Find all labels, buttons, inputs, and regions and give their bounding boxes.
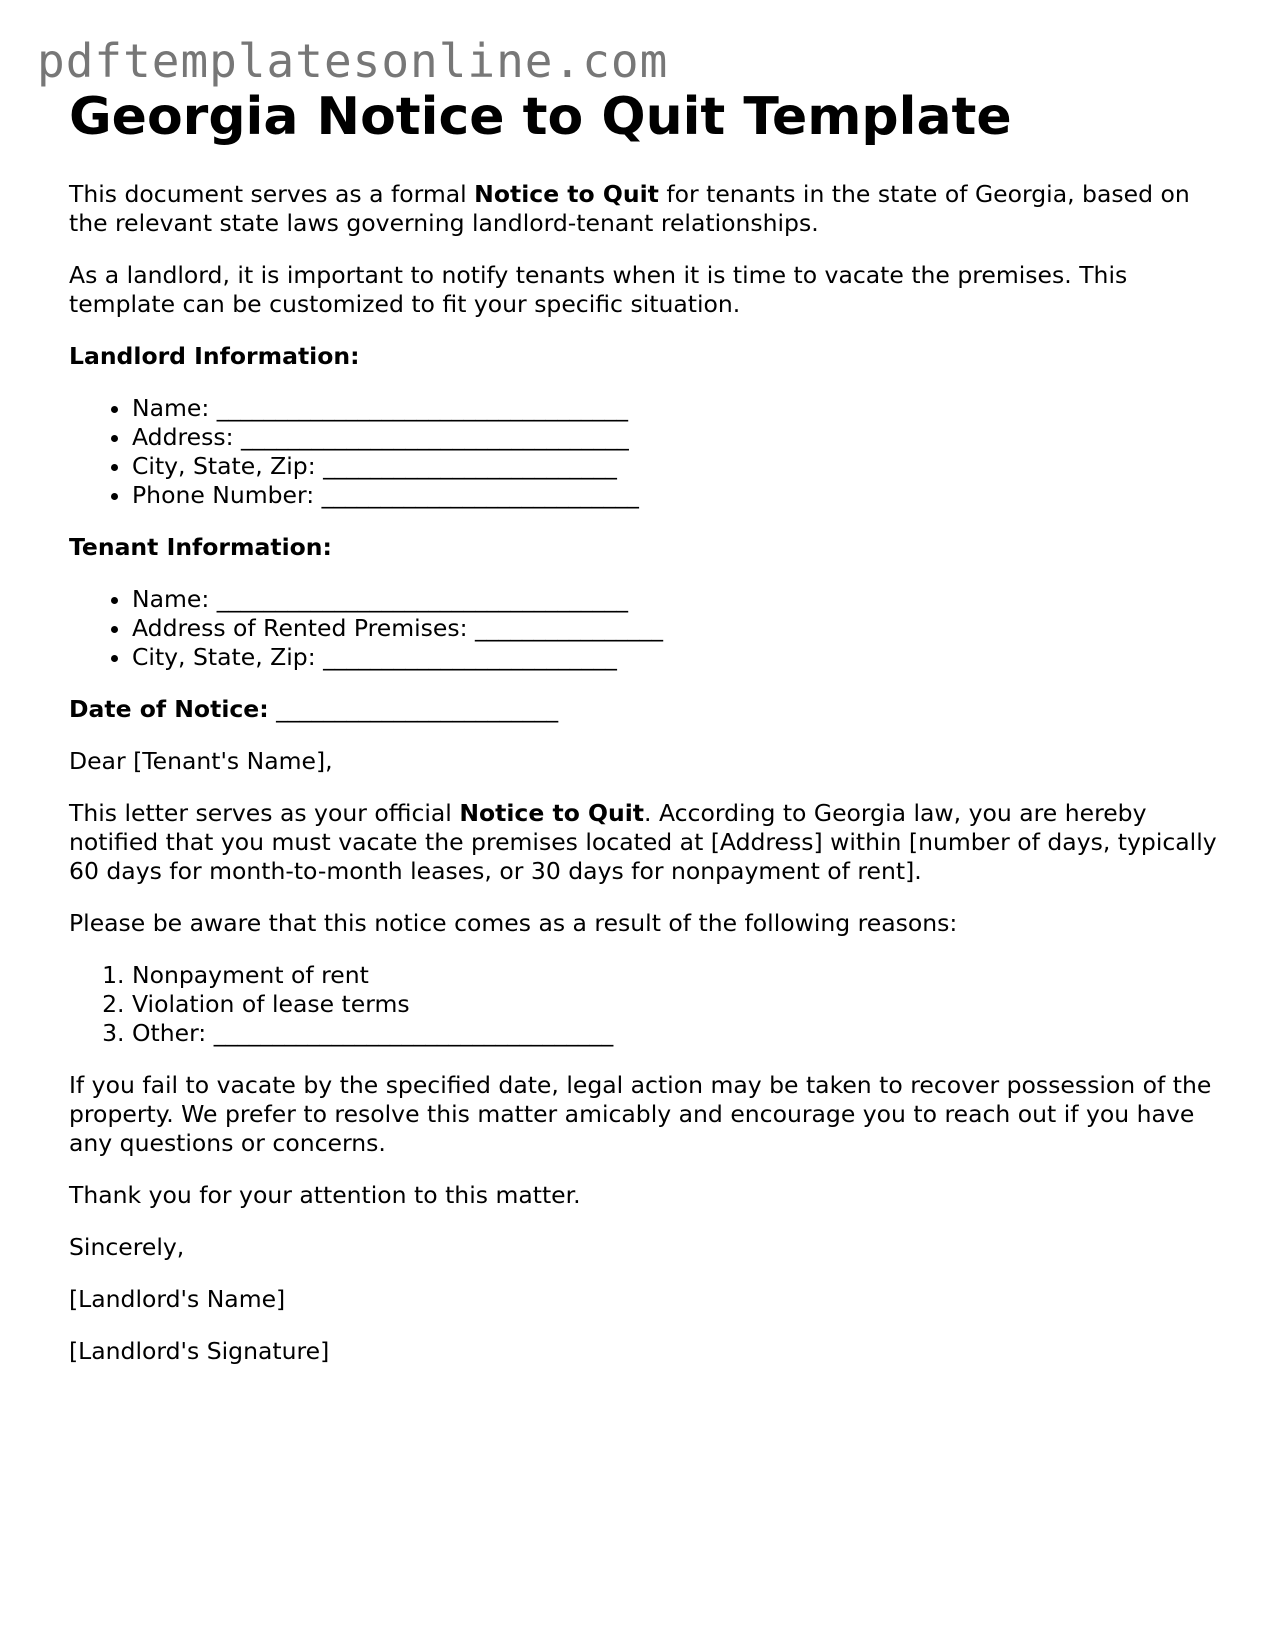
watermark: pdftemplatesonline.com	[37, 34, 669, 88]
body-text-before: This letter serves as your official	[69, 799, 460, 827]
landlord-phone-field: • Phone Number: ___________________________	[132, 481, 1219, 510]
date-of-notice	[69, 695, 1219, 724]
intro-paragraph-1	[69, 180, 1219, 238]
closing-landlord-signature: [Landlord's Signature]	[69, 1337, 330, 1365]
salutation: Dear [Tenant's Name],	[69, 747, 333, 775]
intro-notice-bold: Notice to Quit	[474, 180, 659, 208]
document-body	[69, 180, 1219, 1389]
intro-paragraph-2: As a landlord, it is important to notify tenants when it is time to vacate the premises. This template can be customized to fit your specific situation.	[69, 261, 1128, 318]
reason-item: 1. Nonpayment of rent	[132, 961, 1219, 990]
tenant-name-field: • Name: ___________________________________	[132, 585, 1219, 614]
date-of-notice-label: Date of Notice:	[69, 695, 269, 723]
page-title: Georgia Notice to Quit Template	[69, 87, 1012, 147]
closing-sincerely: Sincerely,	[69, 1233, 185, 1261]
intro-text-after: for tenants in the state of Georgia, based on the relevant state laws governing landlord-tenant relationships.	[69, 180, 1190, 237]
landlord-city-state-zip-field: • City, State, Zip: _________________________	[132, 452, 1219, 481]
body-paragraph-2: Please be aware that this notice comes as a result of the following reasons:	[69, 909, 958, 937]
reason-item: 2. Violation of lease terms	[132, 990, 1219, 1019]
body-paragraph-4: Thank you for your attention to this matter.	[69, 1181, 581, 1209]
body-text-after: . According to Georgia law, you are hereby notified that you must vacate the premises located at [Address] within [number of days, typically 60 days for month-to-month leases, or 30 days for nonpayment of rent].	[69, 799, 1217, 885]
reasons-list	[69, 961, 1219, 1048]
tenant-heading: Tenant Information:	[69, 533, 332, 561]
landlord-name-field: • Name: ___________________________________	[132, 394, 1219, 423]
body-notice-bold: Notice to Quit	[459, 799, 645, 827]
intro-text-before: This document serves as a formal	[69, 180, 475, 208]
closing-landlord-name: [Landlord's Name]	[69, 1285, 286, 1313]
landlord-heading: Landlord Information:	[69, 342, 360, 370]
date-of-notice-blank: ________________________	[268, 695, 559, 723]
landlord-address-field: • Address: _________________________________	[132, 423, 1219, 452]
tenant-city-state-zip-field: • City, State, Zip: _________________________	[132, 643, 1219, 672]
body-paragraph-1	[69, 799, 1219, 886]
body-paragraph-3: If you fail to vacate by the specified date, legal action may be taken to recover possession of the property. We prefer to resolve this matter amicably and encourage you to reach out if you have any questions or concerns.	[69, 1071, 1212, 1157]
landlord-field-list	[69, 394, 1219, 510]
reason-item: 3. Other: __________________________________	[132, 1019, 1219, 1048]
tenant-field-list	[69, 585, 1219, 672]
tenant-address-field: • Address of Rented Premises: ________________	[132, 614, 1219, 643]
